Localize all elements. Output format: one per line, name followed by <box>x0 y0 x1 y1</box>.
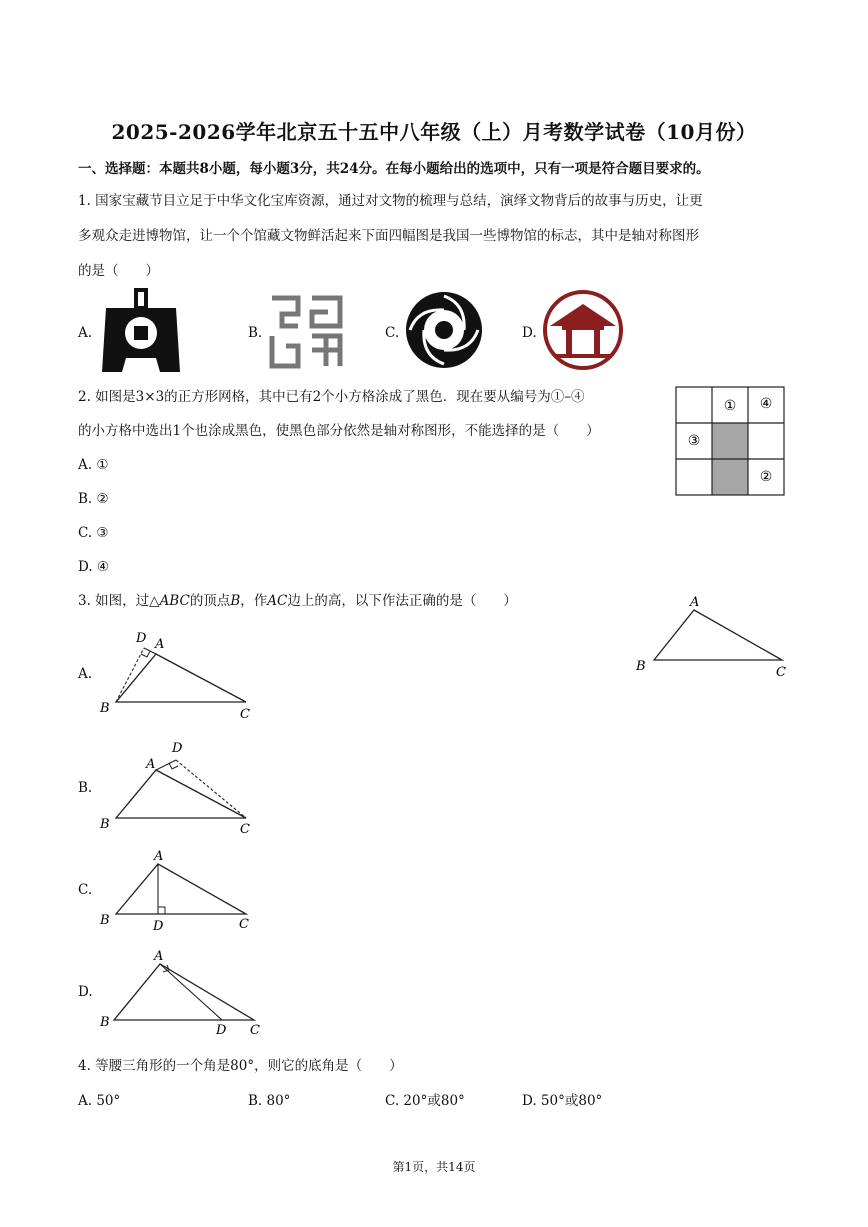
question-1-line-3: 的是（ ） <box>78 263 159 279</box>
b-fig-vertex-a: A <box>146 757 156 772</box>
b-fig-vertex-d: D <box>172 741 183 756</box>
c-fig-vertex-a: A <box>154 849 164 864</box>
question-1-line-1: 1. 国家宝藏节目立足于中华文化宝库资源，通过对文物的梳理与总结，演绎文物背后的故事与历史，让更 <box>78 193 703 209</box>
q4-option-c[interactable]: C. 20°或80° <box>385 1093 465 1109</box>
q1-option-b-label: B. <box>248 325 263 341</box>
q3-text-abc: ABC <box>159 593 190 609</box>
question-4-line: 4. 等腰三角形的一个角是80°，则它的底角是（ ） <box>78 1058 403 1074</box>
q2-option-c[interactable]: C. ③ <box>78 525 109 541</box>
q2-option-b[interactable]: B. ② <box>78 491 109 507</box>
b-fig-vertex-b: B <box>100 817 110 832</box>
question-2-line-2: 的小方格中选出1个也涂成黑色，使黑色部分依然是轴对称图形，不能选择的是（ ） <box>78 423 600 439</box>
q3-text-ac: AC <box>267 593 288 609</box>
page-title: 2025-2026学年北京五十五中八年级（上）月考数学试卷（10月份） <box>111 120 757 144</box>
q1-option-d-label: D. <box>522 325 537 341</box>
grid-figure <box>675 386 787 498</box>
a-fig-vertex-a: A <box>155 637 165 652</box>
a-fig-vertex-c: C <box>240 707 250 722</box>
grid-label-4: ④ <box>759 396 773 412</box>
question-3-line-1 <box>78 592 517 610</box>
grid-label-2: ② <box>759 469 773 485</box>
museum-logo-a-icon <box>100 288 182 372</box>
q3-option-a-label: A. <box>78 666 93 682</box>
q3-text-mid1: 的顶点 <box>189 593 231 609</box>
q4-option-a[interactable]: A. 50° <box>78 1093 121 1109</box>
a-fig-vertex-b: B <box>100 701 110 716</box>
q4-option-b[interactable]: B. 80° <box>248 1093 291 1109</box>
q3-option-a-figure[interactable] <box>96 626 260 724</box>
c-fig-vertex-b: B <box>100 913 110 928</box>
page-footer: 第1页，共14页 <box>392 1160 476 1174</box>
q3-text-b: B <box>230 593 241 609</box>
grid-label-3: ③ <box>687 433 701 449</box>
q4-option-d[interactable]: D. 50°或80° <box>522 1093 603 1109</box>
q3-option-d-label: D. <box>78 984 93 1000</box>
q1-option-a-label: A. <box>78 325 93 341</box>
q3-option-c-label: C. <box>78 882 93 898</box>
question-1-line-2: 多观众走进博物馆，让一个个馆藏文物鲜活起来下面四幅图是我国一些博物馆的标志，其中是轴对称图形 <box>78 228 699 244</box>
q3-option-d-figure[interactable] <box>96 946 270 1040</box>
d-fig-vertex-d: D <box>216 1023 227 1038</box>
d-fig-vertex-b: B <box>100 1015 110 1030</box>
b-fig-vertex-c: C <box>240 822 250 837</box>
q3-option-b-figure[interactable] <box>96 738 260 838</box>
section-heading: 一、选择题：本题共8小题，每小题3分，共24分。在每小题给出的选项中，只有一项是符合题目要求的。 <box>78 161 710 177</box>
museum-logo-d-icon <box>540 290 626 370</box>
ref-vertex-a: A <box>690 595 700 610</box>
c-fig-vertex-c: C <box>239 917 249 932</box>
q3-text-mid2: ，作 <box>240 593 268 609</box>
grid-label-1: ① <box>723 398 737 414</box>
ref-vertex-b: B <box>636 659 646 674</box>
q3-text-prefix: 3. 如图，过△ <box>78 593 160 609</box>
q1-option-c-label: C. <box>385 325 400 341</box>
d-fig-vertex-c: C <box>250 1023 260 1038</box>
q2-option-d[interactable]: D. ④ <box>78 559 110 575</box>
reference-triangle-figure <box>630 590 794 682</box>
a-fig-vertex-d: D <box>136 631 147 646</box>
museum-logo-c-icon <box>404 290 484 370</box>
q3-text-suffix: 边上的高，以下作法正确的是（ ） <box>287 593 517 609</box>
q3-option-b-label: B. <box>78 780 93 796</box>
question-2-line-1: 2. 如图是3×3的正方形网格，其中已有2个小方格涂成了黑色．现在要从编号为①–④ <box>78 389 585 405</box>
q2-option-a[interactable]: A. ① <box>78 457 109 473</box>
ref-vertex-c: C <box>776 665 786 680</box>
q3-option-c-figure[interactable] <box>96 844 260 936</box>
d-fig-vertex-a: A <box>154 949 164 964</box>
museum-logo-b-icon <box>268 292 344 370</box>
c-fig-vertex-d: D <box>153 919 164 934</box>
